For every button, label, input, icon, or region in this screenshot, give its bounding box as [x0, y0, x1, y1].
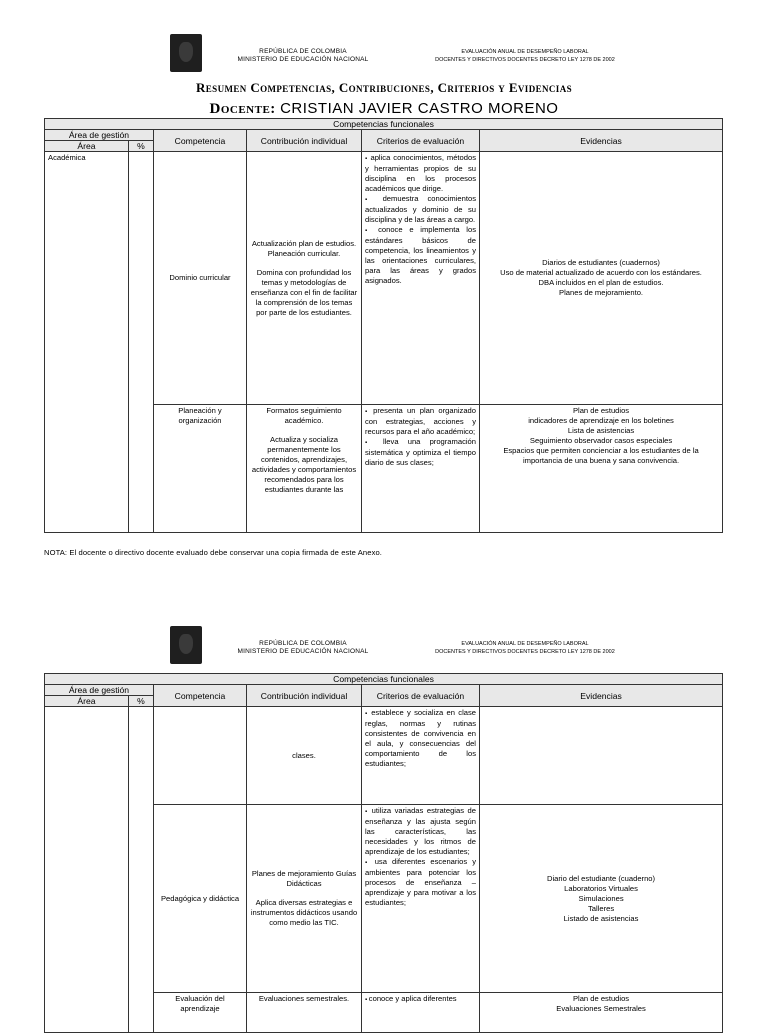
contribucion-text: Actualización plan de estudios. — [251, 238, 357, 248]
evaluation-subtitle: DOCENTES Y DIRECTIVOS DOCENTES DECRETO LEY 1278 DE 2002 — [435, 57, 615, 63]
evidencias-header: Evidencias — [480, 685, 723, 707]
contribucion-text: Formatos seguimiento académico. — [266, 406, 342, 425]
contribucion-text: Domina con profundidad los temas y metodologías de enseñanza con el fin de facilitar la comprensión de los temas por parte de los estudiantes. — [250, 267, 358, 317]
note-text: NOTA: El docente o directivo docente evaluado debe conservar una copia firmada de este Anexo. — [44, 548, 382, 557]
criterio-item: ▪ usa diferentes escenarios y ambientes para potenciar los procesos de enseñanza – aprendizaje y para motivar a los estudiantes; — [365, 857, 476, 908]
contribucion-text: Actualiza y socializa permanentemente los contenidos, aprendizajes, actividades y comportamientos recomendados para los estudiantes durante las — [251, 435, 357, 494]
criterios-header: Criterios de evaluación — [362, 685, 480, 707]
evidencias-cell — [480, 707, 723, 805]
page-2 — [0, 610, 768, 1024]
docente-name: CRISTIAN JAVIER CASTRO MORENO — [280, 100, 559, 117]
area-gestion-header: Área de gestión — [45, 130, 154, 141]
page-header — [0, 34, 768, 74]
evidencia-item: Plan de estudios — [572, 406, 630, 415]
ministry-name: MINISTERIO DE EDUCACIÓN NACIONAL — [237, 56, 369, 63]
contribucion-header: Contribución individual — [247, 685, 362, 707]
evidencia-item: Evaluaciones Semestrales — [556, 1004, 646, 1013]
evidencia-item: Lista de asistencias — [567, 426, 635, 435]
contribucion-text: Aplica diversas estrategias e instrumentos didácticos usando como medio las TIC. — [250, 898, 358, 927]
evaluation-block — [395, 640, 655, 656]
evidencia-item: Uso de material actualizado de acuerdo con los estándares. — [500, 268, 702, 277]
competencia-cell — [154, 707, 247, 805]
summary-title: Resumen Competencias, Contribuciones, Criterios y Evidencias — [195, 80, 573, 95]
group-header: Competencias funcionales — [45, 674, 723, 685]
evidencia-item: Simulaciones — [578, 893, 624, 903]
evidencia-item: Planes de mejoramiento. — [559, 288, 644, 297]
contribucion-text: Planes de mejoramiento Guías Didácticas — [251, 869, 357, 888]
republic-block — [228, 48, 378, 64]
competencia-cell: Planeación y organización — [154, 405, 247, 533]
evidencias-header: Evidencias — [480, 130, 723, 152]
contribucion-text: Planeación curricular. — [267, 248, 341, 258]
area-header: Área — [45, 696, 129, 707]
competencia-cell: Evaluación del aprendizaje — [154, 993, 247, 1033]
criterios-cell — [362, 993, 480, 1033]
evidencia-item: Plan de estudios — [572, 994, 630, 1003]
area-gestion-header: Área de gestión — [45, 685, 154, 696]
republic-name: REPÚBLICA DE COLOMBIA — [259, 640, 347, 647]
criterio-item: ▪ utiliza variadas estrategias de enseñanza y las ajusta según las características, las necesidades y los ritmos de aprendizaje de los estudiantes; — [365, 806, 476, 857]
criterio-item: ▪ demuestra conocimientos actualizados y dominio de su disciplina y de las áreas a cargo. — [365, 194, 476, 225]
criterios-cell — [362, 805, 480, 993]
pct-header: % — [129, 141, 154, 152]
criterios-header: Criterios de evaluación — [362, 130, 480, 152]
page-header — [0, 626, 768, 666]
evidencia-item: indicadores de aprendizaje en los boletines — [528, 416, 674, 425]
contribucion-cell — [247, 805, 362, 993]
evidencia-item: Listado de asistencias — [563, 913, 639, 923]
coat-of-arms-logo — [170, 626, 202, 664]
pct-cell — [129, 152, 154, 533]
republic-block — [228, 640, 378, 656]
contribucion-cell: clases. — [247, 707, 362, 805]
coat-of-arms-logo — [170, 34, 202, 72]
evidencias-cell — [480, 805, 723, 993]
pct-header: % — [129, 696, 154, 707]
criterio-item: ▪ aplica conocimientos, métodos y herramientas propios de su disciplina en los procesos académicos que dirige. — [365, 153, 476, 194]
contribucion-cell — [247, 152, 362, 405]
docente-label: Docente: — [209, 101, 276, 117]
evaluation-title: EVALUACIÓN ANUAL DE DESEMPEÑO LABORAL — [461, 49, 589, 55]
evaluation-subtitle: DOCENTES Y DIRECTIVOS DOCENTES DECRETO LEY 1278 DE 2002 — [435, 649, 615, 655]
evidencia-item: Talleres — [587, 903, 615, 913]
competencia-header: Competencia — [154, 685, 247, 707]
evidencias-cell — [480, 405, 723, 533]
evaluation-title: EVALUACIÓN ANUAL DE DESEMPEÑO LABORAL — [461, 641, 589, 647]
ministry-name: MINISTERIO DE EDUCACIÓN NACIONAL — [237, 648, 369, 655]
table-row — [45, 707, 723, 805]
evidencias-cell — [480, 152, 723, 405]
criterios-cell — [362, 152, 480, 405]
area-cell: Académica — [45, 152, 129, 533]
criterios-cell — [362, 405, 480, 533]
competencia-cell: Dominio curricular — [154, 152, 247, 405]
table-row — [45, 152, 723, 405]
evidencia-item: Diario del estudiante (cuaderno) — [547, 873, 656, 883]
pct-cell — [129, 707, 154, 1033]
criterio-item: ▪ establece y socializa en clase reglas, normas y rutinas consistentes de convivencia en el aula, y consecuencias del comportamiento de los estudiantes; — [365, 708, 476, 769]
republic-name: REPÚBLICA DE COLOMBIA — [259, 48, 347, 55]
evidencia-item: Laboratorios Virtuales — [564, 883, 638, 893]
contribucion-header: Contribución individual — [247, 130, 362, 152]
competencia-header: Competencia — [154, 130, 247, 152]
competencia-cell: Pedagógica y didáctica — [154, 805, 247, 993]
group-header: Competencias funcionales — [45, 119, 723, 130]
criterio-item: ▪ lleva una programación sistemática y optimiza el tiempo diario de sus clases; — [365, 437, 476, 468]
contribucion-cell — [247, 405, 362, 533]
evidencia-item: DBA incluidos en el plan de estudios. — [538, 278, 664, 287]
docente-title — [0, 100, 768, 118]
evidencia-item: Seguimiento observador casos especiales — [529, 436, 673, 445]
competencies-table-1 — [44, 118, 723, 533]
area-cell — [45, 707, 129, 1033]
evaluation-block — [395, 48, 655, 64]
evidencias-cell — [480, 993, 723, 1033]
criterio-item: ▪ presenta un plan organizado con estrategias, acciones y recursos para el año académico; — [365, 406, 476, 437]
area-header: Área — [45, 141, 129, 152]
evidencia-item: Espacios que permiten concienciar a los estudiantes de la importancia de una buena y sana convivencia. — [503, 446, 699, 465]
criterios-cell — [362, 707, 480, 805]
criterio-item: ▪ conoce y aplica diferentes — [365, 994, 476, 1005]
competencies-table-2 — [44, 673, 723, 1033]
criterio-item: ▪ conoce e implementa los estándares básicos de competencia, los lineamientos y las orientaciones curriculares, para las áreas y grados asignados. — [365, 225, 476, 286]
evidencia-item: Diarios de estudiantes (cuadernos) — [542, 258, 660, 267]
contribucion-cell: Evaluaciones semestrales. — [247, 993, 362, 1033]
